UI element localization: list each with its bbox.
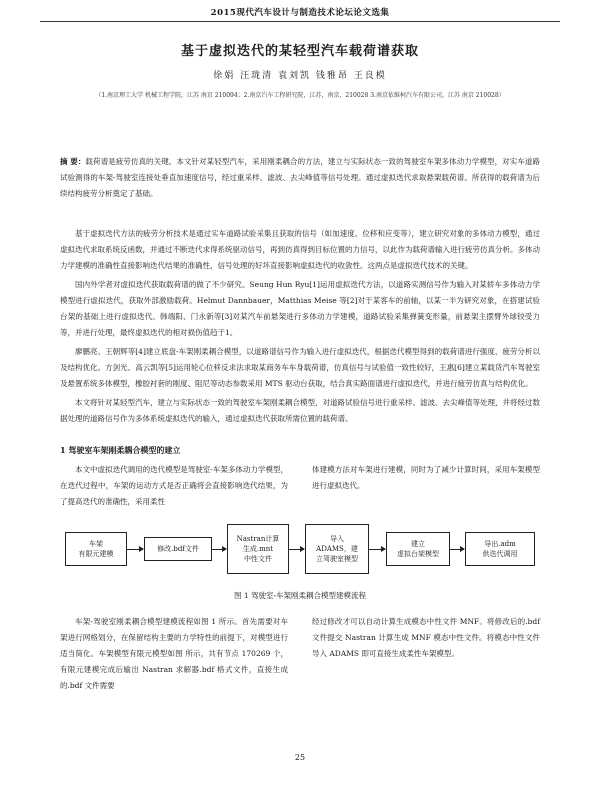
flow-box-fe-model-label: 车架 有限元建模 <box>78 540 114 558</box>
flowchart <box>60 520 540 580</box>
section-text-right: 体建模方法对车架进行建模，同时为了减少计算时间，采用车架模型进行虚拟迭代。 <box>312 465 540 490</box>
flow-arrow-4 <box>369 549 385 550</box>
section-column-right <box>312 462 540 494</box>
bottom-text-right: 经过修改才可以自动计算生成模态中性文件 MNF。将修改后的.bdf 文件提交 Nastran 计算生成 MNF 模态中性文件。将模态中性文件导入 ADAMS 即可直接生成柔性车架模型。 <box>312 617 540 658</box>
flow-box-export-adm-label: 导出.adm 供迭代调用 <box>482 540 518 558</box>
author-list: 徐娟 汪珑清 袁刘凯 钱雅昂 王良模 <box>213 71 387 81</box>
bottom-text-left: 车架-驾驶室刚柔耦合模型建模流程如图 1 所示。首先需要对车架进行网格划分，在保留结构主要的力学特性的前提下，对模型进行适当简化。车架模型有限元模型如图 所示，共有节点 170269 个，有限元建模完成后输出 Nastran 求解器.bdf 格式文件，直接生成的.bdf 文件需要 <box>60 617 288 690</box>
flow-box-modify-bdf <box>144 537 212 561</box>
flow-box-nastran <box>227 524 289 574</box>
bottom-column-right <box>312 614 540 662</box>
flow-box-test-rig-label: 建立 虚拟台架模型 <box>397 540 439 558</box>
figure-caption: 图 1 驾驶室-车架刚柔耦合模型建模流程 <box>233 591 367 600</box>
intro-paragraph-4: 本文将针对某轻型汽车，建立与实际状态一致的驾驶室车架刚柔耦合模型，对道路试验信号进行重采样、滤波、去尖峰值等处理，并将经过数据处理的道路信号作为多体系统虚拟迭代的输入，通过虚拟迭代获取所需位置的载荷谱。 <box>60 398 540 423</box>
flow-arrow-2 <box>212 549 226 550</box>
section-text-left: 本文中虚拟迭代调用的迭代模型是驾驶室-车架多体动力学模型，在迭代过程中，车架的运动方式是否正确将会直接影响迭代结果，为了提高迭代的准确性，采用柔性 <box>60 465 288 506</box>
intro-paragraph-3: 廖鹏亮、王朝辉等[4]建立底盘-车架刚柔耦合模型，以道路谱信号作为输入进行虚拟迭代，根据迭代模型得到的载荷谱进行强度、疲劳分析以及结构优化。方剑光、高云凯等[5]运用轮心位移反求法求取某商务车车身载荷谱，仿真信号与试验值一致性较好，王惠[6]建立某载货汽车驾驶室及悬置系统多体模型，橡胶衬套的刚度、阻尼等动态参数采用 MTS 驱动台获取，结合真实路面谱进行虚拟迭代，并进行疲劳仿真与结构优化。 <box>60 347 540 388</box>
abstract-text: 载荷谱是疲劳仿真的关键。本文针对某轻型汽车，采用刚柔耦合的方法，建立与实际状态一致的驾驶室车架多体动力学模型，对实车道路试验测得的车架-驾驶室连接处垂直加速度信号，经过重采样、滤波、去尖峰值等信号处理。通过虚拟迭代求取悬架载荷谱。所获得的载荷谱为后续结构疲劳分析奠定了基础。 <box>60 157 540 198</box>
flow-arrow-1 <box>127 549 143 550</box>
flow-box-modify-bdf-label: 修改.bdf文件 <box>157 545 199 553</box>
page-number: 25 <box>294 753 306 762</box>
paper-title: 基于虚拟迭代的某轻型汽车载荷谱获取 <box>180 44 419 59</box>
abstract <box>60 154 540 202</box>
bottom-column-left <box>60 614 288 694</box>
intro-paragraph-2: 国内外学者对虚拟迭代获取载荷谱的做了不少研究。Seung Hun Ryu[1]运用虚拟迭代方法，以道路实测信号作为输入对某轿车多体动力学模型进行虚拟迭代，获取外部激励载荷。Helmut Dannbauer，Matthias Meise 等[2]对于某客车的前轴，以某一半为研究对象，在搭建试验台架的基础上进行虚拟迭代。韩端阳、门永新等[3]对某汽车前悬架进行多体动力学建模，道路试验采集弹簧变形量，前悬架主摆臂外球铰受力等，并进行处理，最终虚拟迭代的相对损伤值趋于1。 <box>60 280 540 337</box>
abstract-label: 摘 要： <box>60 157 86 166</box>
section-column-left <box>60 462 288 510</box>
affiliation: （1.南京理工大学 机械工程学院，江苏 南京 210094；2.南京汽车工程研究院，江苏，南京，210028 3.南京依维柯汽车有限公司，江苏 南京 210028） <box>95 92 505 99</box>
flow-box-test-rig <box>386 532 450 566</box>
running-header: 2015现代汽车设计与制造技术论坛论文选集 <box>40 6 560 22</box>
flow-box-fe-model <box>65 532 127 566</box>
intro-paragraph-1: 基于虚拟迭代方法的疲劳分析技术是通过实车道路试验采集且获取的信号（如加速度、位移和应变等），建立研究对象的多体动力模型，通过虚拟迭代求取系统反函数，并通过不断迭代求得系统驱动信号，再到仿真得到目标位置的力信号，以此作为载荷谱输入进行疲劳仿真分析。多体动力学建模的准确性直接影响迭代结果的准确性，信号处理的好坏直接影响虚拟迭代的收敛性。这两点是虚拟迭代技术的关键。 <box>60 229 540 270</box>
flow-arrow-3 <box>289 549 304 550</box>
flow-box-adams-label: 导入 ADAMS，建 立驾驶室模型 <box>316 535 358 563</box>
flow-box-export-adm <box>465 532 535 566</box>
flow-arrow-5 <box>450 549 464 550</box>
flow-box-nastran-label: Nastran计算 生成.mnt 中性文件 <box>236 535 280 563</box>
introduction <box>60 226 540 430</box>
section-heading: 1 驾驶室车架刚柔耦合模型的建立 <box>60 445 181 455</box>
flow-box-adams <box>305 524 369 574</box>
